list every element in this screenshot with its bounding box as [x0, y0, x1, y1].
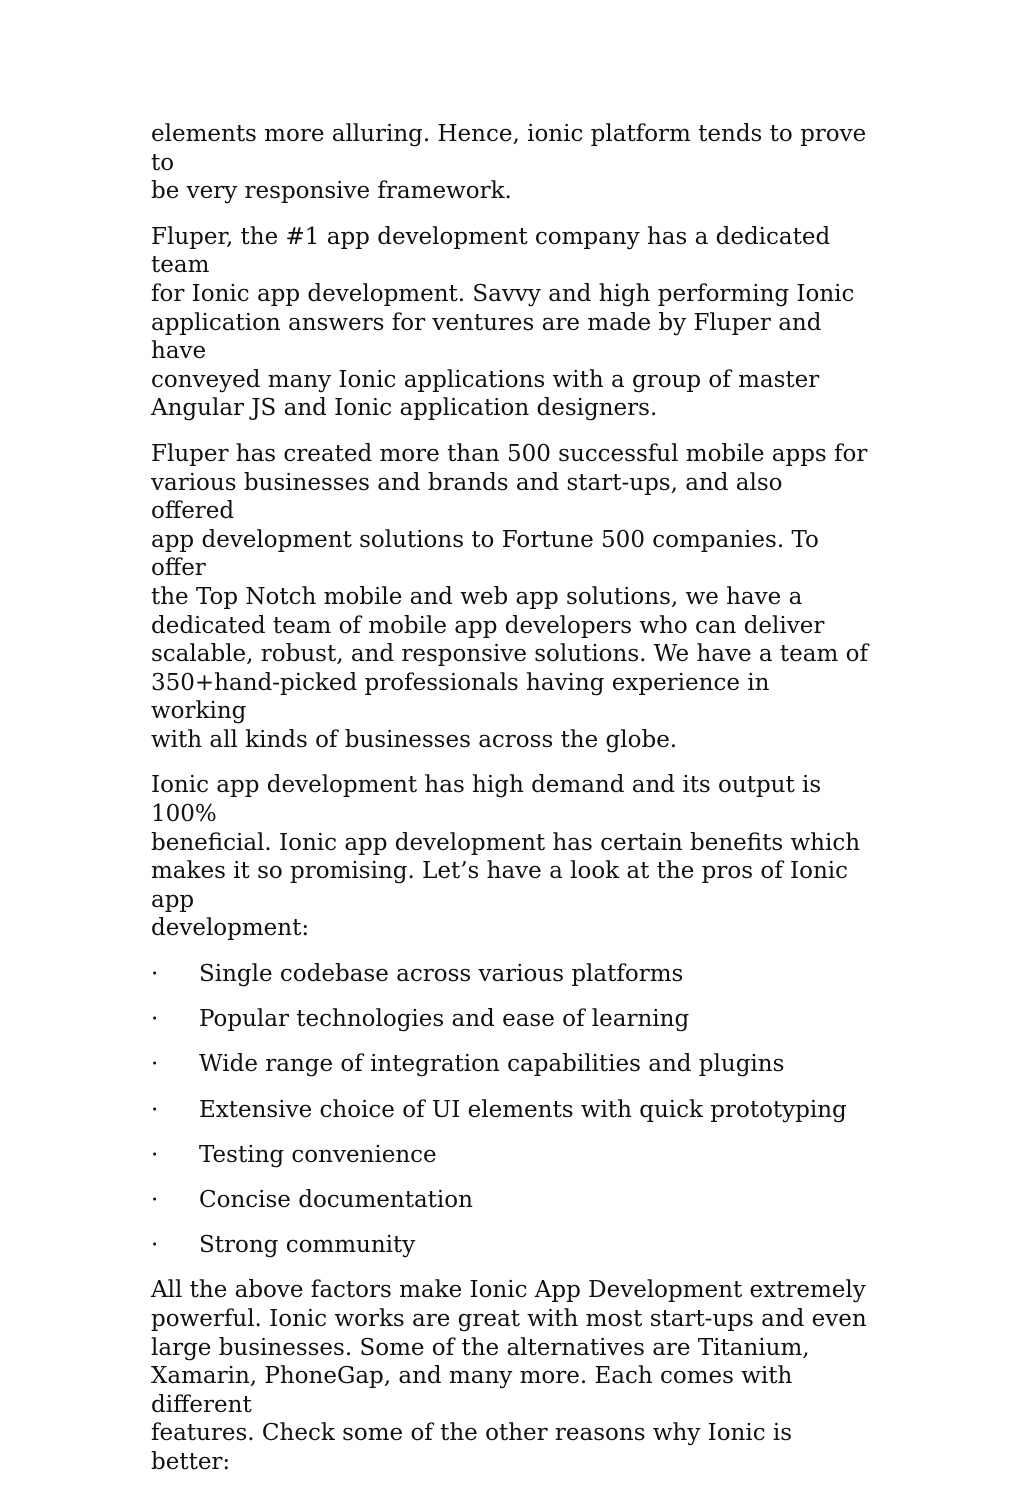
list-item-text: Testing convenience: [199, 1141, 437, 1168]
list-item: [151, 1096, 871, 1125]
list-item: [151, 1005, 871, 1034]
bullet-marker: ·: [151, 961, 159, 988]
list-item-text: Strong community: [199, 1232, 416, 1259]
list-item-text: Wide range of integration capabilities and plugins: [199, 1051, 785, 1078]
list-item: [151, 1186, 871, 1215]
bullet-marker: ·: [151, 1051, 159, 1078]
paragraph-ionic-benefits-intro: Ionic app development has high demand and its output is 100% beneficial. Ionic app development has certain benefits which makes it so promising. Let’s have a look at the pros of Ionic app development:: [151, 772, 861, 942]
list-item: [151, 1231, 871, 1260]
document-page: [151, 120, 871, 1494]
paragraph-intro-continuation: elements more alluring. Hence, ionic platform tends to prove to be very responsive framework.: [151, 121, 867, 205]
paragraph-fluper-team: Fluper, the #1 app development company has a dedicated team for Ionic app development. Savvy and high performing Ionic application answers for ventures are made by Fluper and have conveyed many Ionic applications with a group of master Angular JS and Ionic application designers.: [151, 223, 855, 422]
bullet-marker: ·: [151, 1141, 159, 1168]
bullet-marker: ·: [151, 1096, 159, 1123]
bullet-marker: ·: [151, 1232, 159, 1259]
list-item-text: Extensive choice of UI elements with quick prototyping: [199, 1096, 847, 1123]
bullet-marker: ·: [151, 1186, 159, 1213]
list-item: [151, 1050, 871, 1079]
paragraph-fluper-experience: Fluper has created more than 500 successful mobile apps for various businesses and brands and start-ups, and also offered app development solutions to Fortune 500 companies. To offer the Top Notch mobile and web app solutions, we have a dedicated team of mobile app developers who can deliver scalable, robust, and responsive solutions. We have a team of 350+hand-picked professionals having experience in working with all kinds of businesses across the globe.: [151, 440, 868, 753]
list-item: [151, 960, 871, 989]
pros-list: [151, 960, 871, 1260]
bullet-marker: ·: [151, 1006, 159, 1033]
list-item-text: Concise documentation: [199, 1186, 473, 1213]
paragraph-conclusion: All the above factors make Ionic App Development extremely powerful. Ionic works are great with most start-ups and even large businesses. Some of the alternatives are Titanium, Xamarin, PhoneGap, and many more. Each comes with different features. Check some of the other reasons why Ionic is better:: [151, 1277, 867, 1475]
list-item-text: Single codebase across various platforms: [199, 961, 684, 988]
list-item: [151, 1141, 871, 1170]
list-item-text: Popular technologies and ease of learning: [199, 1006, 690, 1033]
